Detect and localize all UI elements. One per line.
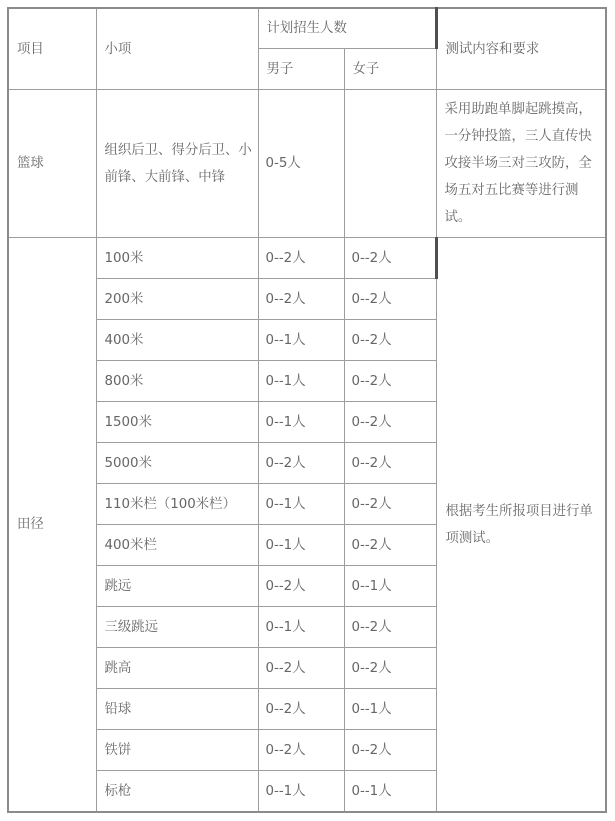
header-subitem: 小项	[96, 8, 258, 90]
project-cell: 田径	[8, 238, 96, 813]
subitem-cell: 跳远	[96, 566, 258, 607]
subitem-cell: 铁饼	[96, 730, 258, 771]
male-count-cell: 0--1人	[258, 402, 344, 443]
recruitment-plan-table	[7, 7, 607, 813]
subitem-cell: 1500米	[96, 402, 258, 443]
female-count-cell: 0--2人	[344, 525, 436, 566]
subitem-cell: 组织后卫、得分后卫、小前锋、大前锋、中锋	[96, 90, 258, 238]
male-count-cell: 0--1人	[258, 361, 344, 402]
male-count-cell: 0-5人	[258, 90, 344, 238]
female-count-cell: 0--2人	[344, 648, 436, 689]
male-count-cell: 0--2人	[258, 238, 344, 279]
female-count-cell: 0--2人	[344, 238, 436, 279]
header-test-requirements: 测试内容和要求	[436, 8, 606, 90]
subitem-cell: 400米栏	[96, 525, 258, 566]
female-count-cell: 0--2人	[344, 361, 436, 402]
subitem-cell: 400米	[96, 320, 258, 361]
female-count-cell: 0--2人	[344, 607, 436, 648]
subitem-cell: 跳高	[96, 648, 258, 689]
subitem-cell: 800米	[96, 361, 258, 402]
female-count-cell: 0--1人	[344, 771, 436, 813]
track-row	[8, 238, 606, 279]
test-requirement-cell: 根据考生所报项目进行单项测试。	[436, 238, 606, 813]
subitem-cell: 三级跳远	[96, 607, 258, 648]
male-count-cell: 0--1人	[258, 771, 344, 813]
female-count-cell	[344, 90, 436, 238]
subitem-cell: 200米	[96, 279, 258, 320]
female-count-cell: 0--1人	[344, 689, 436, 730]
female-count-cell: 0--2人	[344, 402, 436, 443]
male-count-cell: 0--2人	[258, 443, 344, 484]
header-project: 项目	[8, 8, 96, 90]
male-count-cell: 0--2人	[258, 566, 344, 607]
female-count-cell: 0--2人	[344, 443, 436, 484]
female-count-cell: 0--2人	[344, 484, 436, 525]
subitem-cell: 100米	[96, 238, 258, 279]
header-row-1	[8, 8, 606, 49]
male-count-cell: 0--1人	[258, 484, 344, 525]
male-count-cell: 0--2人	[258, 279, 344, 320]
basketball-row	[8, 90, 606, 238]
subitem-cell: 110米栏（100米栏）	[96, 484, 258, 525]
female-count-cell: 0--1人	[344, 566, 436, 607]
male-count-cell: 0--1人	[258, 320, 344, 361]
header-female: 女子	[344, 49, 436, 90]
female-count-cell: 0--2人	[344, 730, 436, 771]
subitem-cell: 铅球	[96, 689, 258, 730]
subitem-cell: 标枪	[96, 771, 258, 813]
male-count-cell: 0--1人	[258, 607, 344, 648]
header-male: 男子	[258, 49, 344, 90]
test-requirement-cell: 采用助跑单脚起跳摸高，一分钟投篮，三人直传快攻接半场三对三攻防，全场五对五比赛等进行测试。	[436, 90, 606, 238]
male-count-cell: 0--2人	[258, 648, 344, 689]
male-count-cell: 0--1人	[258, 525, 344, 566]
subitem-cell: 5000米	[96, 443, 258, 484]
project-cell: 篮球	[8, 90, 96, 238]
header-planned-enrollment: 计划招生人数	[258, 8, 436, 49]
male-count-cell: 0--2人	[258, 730, 344, 771]
male-count-cell: 0--2人	[258, 689, 344, 730]
female-count-cell: 0--2人	[344, 320, 436, 361]
female-count-cell: 0--2人	[344, 279, 436, 320]
